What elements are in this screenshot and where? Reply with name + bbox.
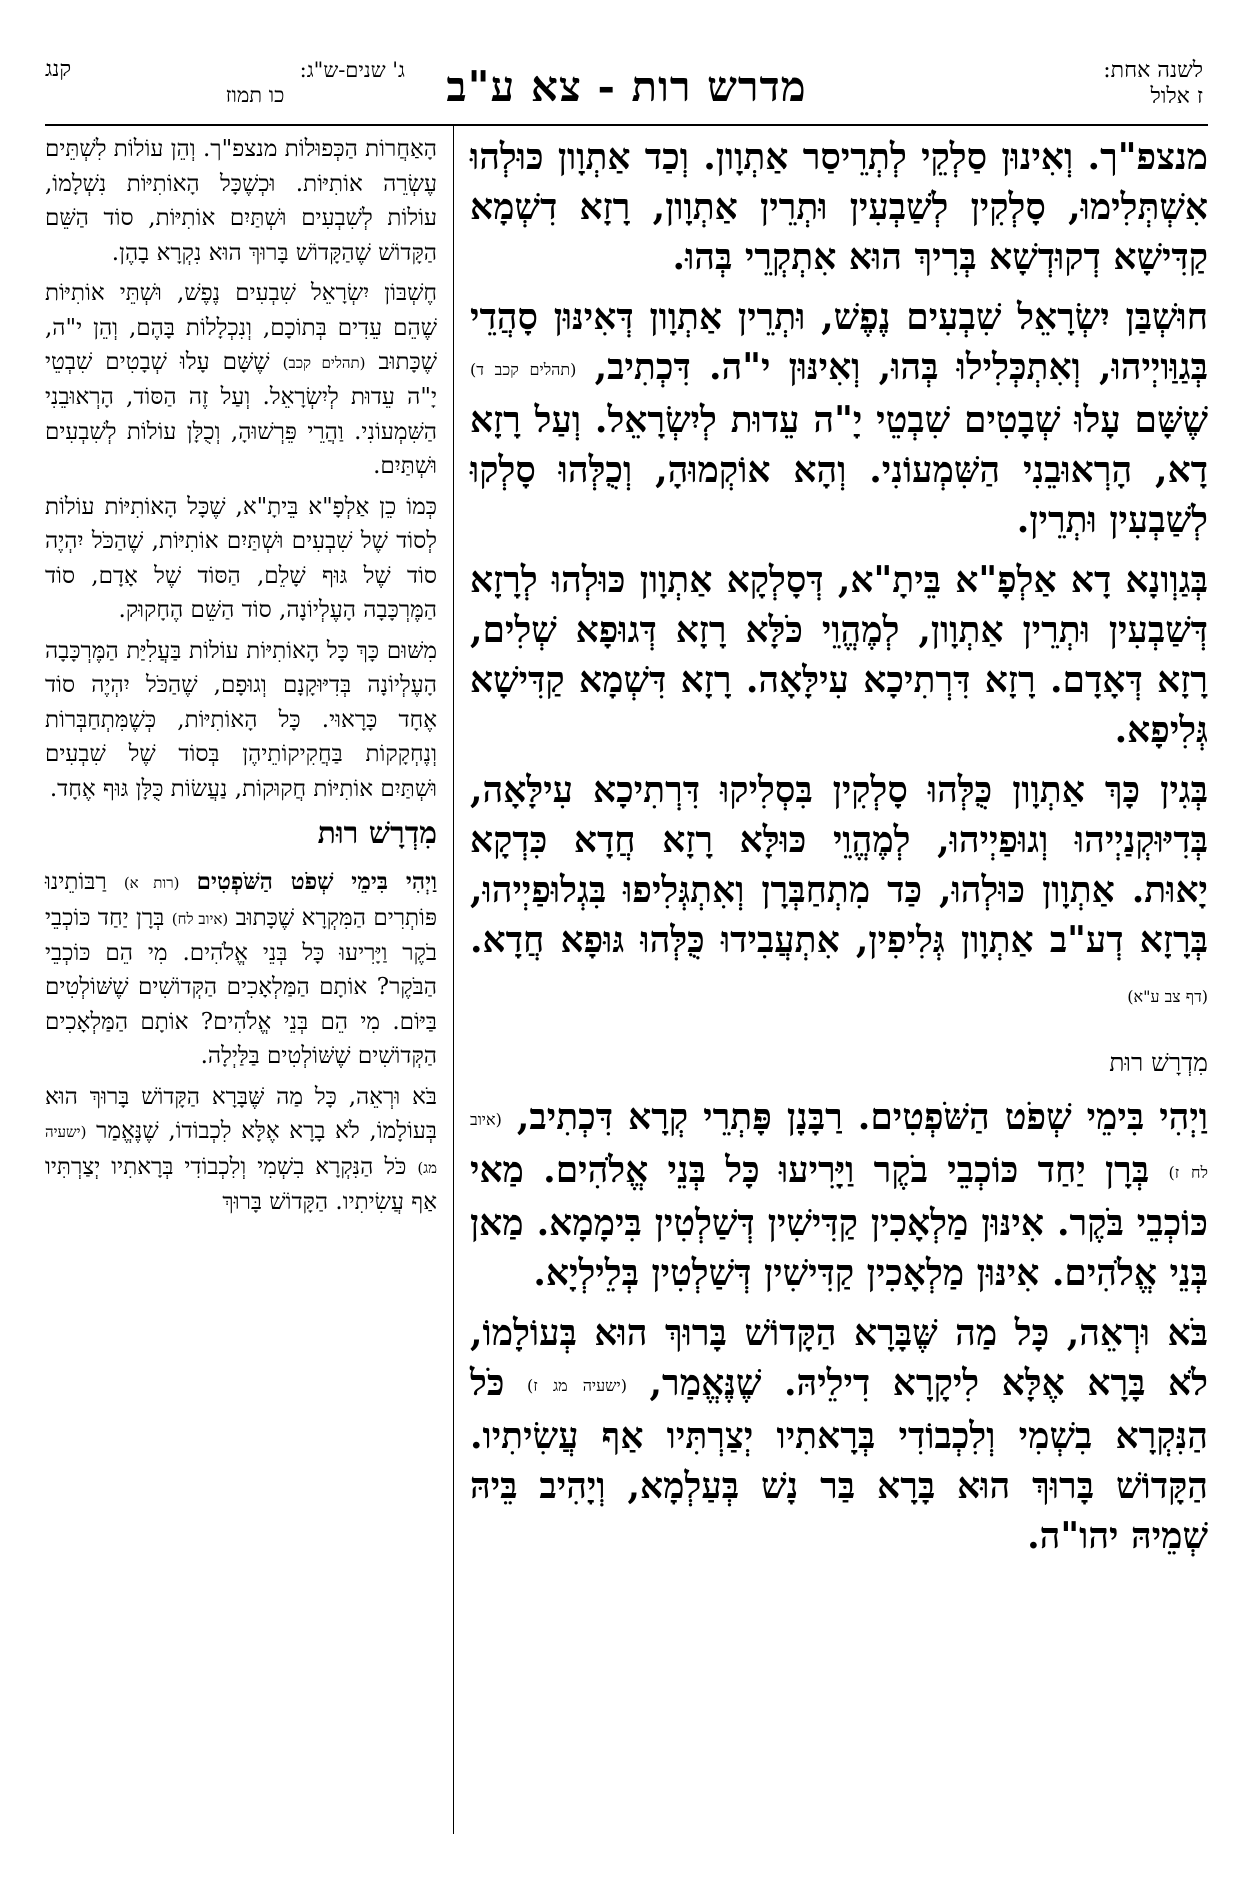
header-divider (45, 124, 1208, 126)
aramaic-column (470, 132, 1208, 1571)
paragraph: כְּמוֹ כֵן אַלְפָ"א בֵּיתָ"א, שֶׁכָּל הָאוֹתִיּוֹת עוֹלוֹת לְסוֹד שֶׁל שִׁבְעִים וּשְׁתַּיִם אוֹתִיּוֹת, שֶׁהַכֹּל יִהְיֶה סוֹד שֶׁל גּוּף שָׁלֵם, הַסּוֹד שֶׁל אָדָם, סוֹד הַמֶּרְכָּבָה הָעֶלְיוֹנָה, סוֹד הַשֵּׁם הֶחָקוּק. (45, 493, 437, 624)
study-date-one-year: ז אלול (1150, 84, 1203, 109)
paragraph: הָאַחֲרוֹת הַכְּפוּלוֹת מנצפ"ך. וְהֵן עוֹלוֹת לִשְׁתֵּים עֶשְׂרֵה אוֹתִיּוֹת. וּכְשֶׁכָּל הָאוֹתִיּוֹת נִשְׁלָמוֹ, עוֹלוֹת לְשִׁבְעִים וּשְׁתַּיִם אוֹתִיּוֹת, סוֹד הַשֵּׁם הַקָּדוֹשׁ שֶׁהַקָּדוֹשׁ בָּרוּךְ הוּא נִקְרָא בָהֶן. (45, 136, 437, 266)
column-divider (453, 124, 454, 1834)
study-schedule-one-year: לשנה אחת: (1103, 58, 1203, 83)
translation-column (45, 132, 437, 1225)
study-date-three-years: כו תמוז (225, 83, 285, 107)
paragraph: בְּגִין כָּךְ אַתְוָון כֻּלְּהוּ סָלְקִין בִּסְלִיקוּ דִּרְתִיכָא עִילָּאָה, בְּדִיּוּקְנַיְיהוּ וְגוּפַיְיהוּ, לְמֶהֱוֵי כּוּלָּא רָזָא חֲדָא כִּדְקָא יָאוּת. אַתְוָון כּוּלְהוּ, כַּד מִתְחַבְּרָן וְאִתְגְּלִיפוּ בִּגְלוּפַיְיהוּ, בְּרָזָא דְע"ב אַתְוָון גְּלִיפִין, אִתְעֲבִידוּ כֻּלְּהוּ גּוּפָא חֲדָא. (דף צב ע"א) (470, 769, 1208, 1006)
source-reference: (רות א) (123, 874, 180, 892)
source-reference: (איוב לח ז) (470, 1110, 1208, 1182)
study-schedule-three-years: ג' שנים-ש"ג: (299, 58, 405, 82)
paragraph: חֶשְׁבּוֹן יִשְׂרָאֵל שִׁבְעִים נֶפֶשׁ, וּשְׁתֵּי אוֹתִיּוֹת שֶׁהֵם עֵדִים בְּתוֹכָם, וְנִכְלָלוֹת בָּהֶם, וְהֵן י"ה, שֶׁכָּתוּב (תהלים קכב) שֶׁשָּׁם עָלוּ שְׁבָטִים שִׁבְטֵי יָ"ה עֵדוּת לְיִשְׂרָאֵל. וְעַל זֶה הַסּוֹד, הָרְאוּבֵנִי הַשִּׁמְעוֹנִי. וַהֲרֵי פֵּרְשׁוּהָ, וְכֻלָּן עוֹלוֹת לְשִׁבְעִים וּשְׁתַּיִם. (45, 280, 438, 480)
daf-marker: (דף צב ע"א) (1127, 987, 1208, 1006)
paragraph: מנצפ"ך. וְאִינוּן סַלְקֵי לְתְרֵיסַר אַתְוָון. וְכַד אַתְוָון כּוּלְהוּ אִשְׁתְּלִימוּ, סָלְקִין לְשַׁבְעִין וּתְרֵין אַתְוָון, רָזָא דִשְׁמָא קַדִּישָׁא דְקוּדְשָׁא בְּרִיךְ הוּא אִתְקְרֵי בְּהוּ. (470, 136, 1208, 278)
paragraph: בֹּא וּרְאֵה, כָּל מַה שֶּׁבָּרָא הַקָּדוֹשׁ בָּרוּךְ הוּא בְּעוֹלָמוֹ, לֹא בָרָא אֶלָּא לִכְבוֹדוֹ, שֶׁנֶּאֱמַר (ישעיה מג) כֹּל הַנִּקְרָא בִשְׁמִי וְלִכְבוֹדִי בְּרָאתִיו יְצַרְתִּיו אַף עֲשִׂיתִיו. הַקָּדוֹשׁ בָּרוּךְ (45, 1083, 438, 1215)
section-title: מִדְרָשׁ רוּת (1109, 1048, 1208, 1077)
source-reference: (איוב לח) (171, 909, 229, 928)
source-reference: (ישעיה מג) (45, 1123, 438, 1177)
source-reference: (תהלים קכב) (282, 353, 366, 372)
page-title: מדרש רות - צא ע"ב (446, 62, 807, 111)
source-reference: (תהלים קכב ד) (470, 360, 577, 379)
paragraph: וַיְהִי בִּימֵי שְׁפֹט הַשֹּׁפְטִים. רַבָּנָן פָּתְרֵי קְרָא דִּכְתִיב, (איוב לח ז) בְּרָן יַחַד כּוֹכְבֵי בֹקֶר וַיָּרִיעוּ כָּל בְּנֵי אֱלֹהִים. מַאי כּוֹכְבֵי בֹּקֶר. אִינּוּן מַלְאָכִין קַדִּישִׁין דְּשַׁלְטִין בִּימָמָא. מַאן בְּנֵי אֱלֹהִים. אִינּוּן מַלְאָכִין קַדִּישִׁין דְּשַׁלְטִין בְּלֵילְיָא. (470, 1096, 1208, 1294)
paragraph: בְּגַוְונָא דָא אַלְפָ"א בֵּיתָ"א, דְּסָלְקָא אַתְוָון כּוּלְהוּ לְרָזָא דְּשַׁבְעִין וּתְרֵין אַתְוָון, לְמֶהֱוֵי כֹּלָּא רָזָא דְּגוּפָא שְׁלִים, רָזָא דְּאָדָם. רָזָא דִּרְתִיכָא עִילָּאָה. רָזָא דִּשְׁמָא קַדִּישָׁא גְּלִיפָא. (470, 559, 1208, 751)
paragraph: חוּשְׁבַּן יִשְׂרָאֵל שִׁבְעִים נֶפֶשׁ, וּתְרֵין אַתְוָון דְּאִינּוּן סָהֲדֵי בְּגַוַּויְיהוּ, וְאִתְכְּלִילוּ בְּהוּ, וְאִינּוּן י"ה. דִּכְתִיב, (תהלים קכב ד) שֶׁשָּׁם עָלוּ שְׁבָטִים שִׁבְטֵי יָ"ה עֵדוּת לְיִשְׂרָאֵל. וְעַל רָזָא דָא, הָרְאוּבֵנִי הַשִּׁמְעוֹנִי. וְהָא אוֹקְמוּהָ, וְכֻלְּהוּ סָלְקוּ לְשַׁבְעִין וּתְרֵין. (470, 296, 1208, 541)
paragraph: בֹּא וּרְאֵה, כָּל מַה שֶּׁבָּרָא הַקָּדוֹשׁ בָּרוּךְ הוּא בְּעוֹלָמוֹ, לֹא בָּרָא אֶלָּא לִיקָרָא דִילֵיהּ. שֶׁנֶּאֱמַר, (ישעיה מג ז) כֹּל הַנִּקְרָא בִשְׁמִי וְלִכְבוֹדִי בְּרָאתִיו יְצַרְתִּיו אַף עֲשִׂיתִיו. הַקָּדוֹשׁ בָּרוּךְ הוּא בָּרָא בַּר נָשׁ בְּעַלְמָא, וְיָהִיב בֵּיהּ שְׁמֵיהּ יהו"ה. (470, 1312, 1208, 1557)
header-left (45, 58, 405, 116)
paragraph: וַיְהִי בִּימֵי שְׁפֹט הַשֹּׁפְטִים (רות א) רַבּוֹתֵינוּ פּוֹתְרִים הַמִּקְרָא שֶׁכָּתוּב (איוב לח) בְּרָן יַחַד כּוֹכְבֵי בֹקֶר וַיָּרִיעוּ כָּל בְּנֵי אֱלֹהִים. מִי הֵם כּוֹכְבֵי הַבֹּקֶר? אוֹתָם הַמַּלְאָכִים הַקְּדוֹשִׁים שֶׁשּׁוֹלְטִים בַּיּוֹם. מִי הֵם בְּנֵי אֱלֹהִים? אוֹתָם הַמַּלְאָכִים הַקְּדוֹשִׁים שֶׁשּׁוֹלְטִים בַּלַּיְלָה. (45, 868, 437, 1070)
paragraph: מִשּׁוּם כָּךְ כָּל הָאוֹתִיּוֹת עוֹלוֹת בַּעֲלִיַּת הַמֶּרְכָּבָה הָעֶלְיוֹנָה בְּדִיּוּקָנָם וְגוּפָם, שֶׁהַכֹּל יִהְיֶה סוֹד אֶחָד כָּרָאוּי. כָּל הָאוֹתִיּוֹת, כְּשֶׁמִּתְחַבְּרוֹת וְנֶחְקָקוֹת בַּחֲקִיקוֹתֵיהֶן בְּסוֹד שֶׁל שִׁבְעִים וּשְׁתַּיִם אוֹתִיּוֹת חֲקוּקוֹת, נַעֲשׂוֹת כֻּלָּן גּוּף אֶחָד. (45, 637, 437, 802)
section-title: מִדְרָשׁ רוּת (317, 816, 437, 852)
source-reference: (ישעיה מג ז) (527, 1376, 627, 1395)
page-number: קנג (45, 57, 72, 82)
